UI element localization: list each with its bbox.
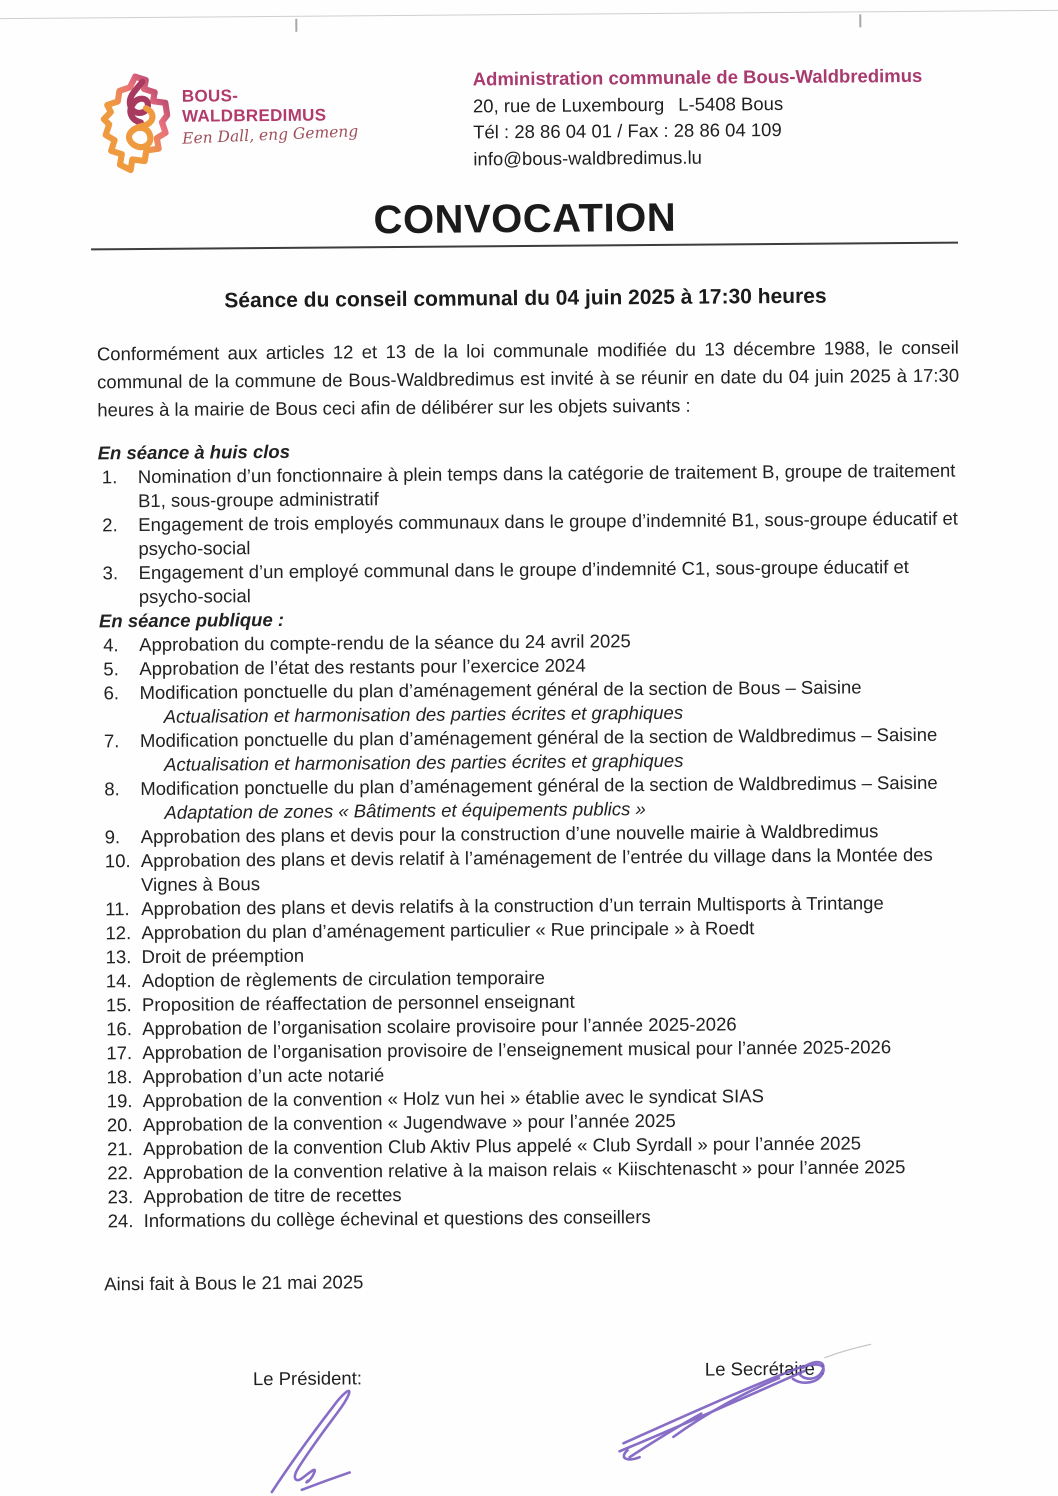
- section-heading: En séance publique :: [98, 608, 285, 632]
- item-number: 17.: [106, 1042, 133, 1064]
- secretary-signature: [613, 1327, 884, 1464]
- item-subtext: Actualisation et harmonisation des parties écrites et graphiques: [163, 701, 684, 727]
- item-number: 6.: [103, 682, 120, 704]
- secretary-label: Le Secrétaire :: [704, 1357, 826, 1380]
- agenda-section: [99, 602, 982, 1233]
- item-text: Adoption de règlements de circulation temporaire: [141, 966, 546, 992]
- item-number: 2.: [102, 514, 118, 536]
- item-number: 3.: [102, 562, 119, 584]
- item-subtext: Actualisation et harmonisation des parties écrites et graphiques: [164, 749, 684, 775]
- item-text: Approbation du compte-rendu de la séance du 24 avril 2025: [139, 630, 631, 656]
- item-text: Approbation de la convention relative à la maison relais « Kiischtenascht » pour l’année 2025: [143, 1156, 906, 1184]
- item-number: 10.: [104, 850, 131, 872]
- item-number: 23.: [107, 1186, 134, 1208]
- org-locality: L-5408 Bous: [678, 92, 784, 115]
- agenda-item: [99, 674, 977, 729]
- item-text: Approbation de la convention « Jugendwave » pour l’année 2025: [142, 1109, 676, 1136]
- agenda-item: [101, 842, 979, 897]
- item-text: Approbation d’un acte notarié: [142, 1064, 385, 1088]
- org-phone-fax: Tél : 28 86 04 01 / Fax : 28 86 04 109: [473, 118, 782, 143]
- agenda-items: [99, 626, 982, 1233]
- item-number: 8.: [104, 778, 120, 800]
- item-subtext: Adaptation de zones « Bâtiments et équipements publics »: [164, 798, 646, 823]
- scan-artifact-tick: [295, 19, 297, 32]
- item-text: Approbation de l’organisation provisoire de l’enseignement musical pour l’année 2025-2026: [142, 1036, 892, 1064]
- logo-name-line1: BOUS-: [181, 86, 239, 106]
- item-text: Engagement de trois employés communaux dans le groupe d’indemnité B1, sous-groupe éducatif et psycho-social: [138, 507, 958, 560]
- item-text: Modification ponctuelle du plan d’aménagement général de la section de Waldbredimus – Saisine: [139, 723, 938, 752]
- org-street: 20, rue de Luxembourg: [472, 93, 665, 116]
- item-number: 20.: [106, 1114, 133, 1136]
- item-text: Engagement d’un employé communal dans le groupe d’indemnité C1, sous-groupe éducatif et psycho-social: [138, 556, 909, 608]
- closing-line: Ainsi fait à Bous le 21 mai 2025: [104, 1271, 364, 1295]
- item-number: 11.: [105, 898, 130, 920]
- item-text: Approbation des plans et devis pour la construction d’une nouvelle mairie à Waldbredimus: [140, 820, 879, 848]
- item-text: Nomination d’un fonctionnaire à plein temps dans la catégorie de traitement B, groupe de traitement B1, sous-groupe administratif: [137, 459, 956, 512]
- org-email: info@bous-waldbredimus.lu: [473, 146, 703, 169]
- sender-address-block: [473, 63, 923, 173]
- item-text: Approbation de titre de recettes: [143, 1184, 402, 1208]
- item-text: Approbation de la convention « Holz vun hei » établie avec le syndicat SIAS: [142, 1085, 764, 1112]
- item-text: Approbation de l’état des restants pour l’exercice 2024: [139, 654, 586, 680]
- org-name: Administration communale de Bous-Waldbredimus: [472, 64, 923, 90]
- item-text: Approbation de l’organisation scolaire provisoire pour l’année 2025-2026: [142, 1013, 737, 1040]
- agenda-item: [98, 458, 976, 513]
- section-heading: En séance à huis clos: [97, 440, 291, 464]
- item-text: Modification ponctuelle du plan d’aménagement général de la section de Bous – Saisine: [139, 676, 862, 704]
- agenda-item: [99, 554, 977, 609]
- item-number: 5.: [103, 658, 119, 680]
- scan-artifact-tick: [859, 14, 861, 27]
- item-text: Droit de préemption: [141, 944, 305, 968]
- president-signature: [257, 1377, 408, 1496]
- agenda-item: [98, 506, 976, 561]
- president-label: Le Président:: [252, 1367, 363, 1390]
- agenda-item: [100, 722, 978, 777]
- item-text: Approbation des plans et devis relatifs à la construction d’un terrain Multisports à Trintange: [141, 892, 884, 920]
- item-text: Approbation du plan d’aménagement particulier « Rue principale » à Roedt: [141, 917, 755, 944]
- logo-name-line2: WALDBREDIMUS: [181, 105, 327, 126]
- logo-tagline: Een Dall, eng Gemeng: [181, 122, 359, 148]
- agenda-section: [98, 434, 977, 609]
- intro-paragraph: Conformément aux articles 12 et 13 de la loi communale modifiée du 13 décembre 1988, le conseil communal de la commune de Bous-Waldbredimus est invité à se réunir en date du 04 juin 2025 à 17:30 heures à la mairie de Bous ceci afin de délibérer sur les objets suivants :: [96, 336, 960, 421]
- agenda-item: [100, 770, 978, 825]
- document-title: CONVOCATION: [373, 195, 677, 243]
- item-number: 12.: [105, 922, 132, 944]
- logo-text-block: [182, 85, 359, 147]
- item-number: 24.: [107, 1210, 134, 1232]
- item-number: 7.: [103, 730, 120, 752]
- item-text: Approbation des plans et devis relatif à l’aménagement de l’entrée du village dans la Montée des Vignes à Bous: [140, 843, 933, 896]
- agenda: [98, 434, 982, 1233]
- item-number: 16.: [106, 1018, 132, 1040]
- item-number: 18.: [106, 1066, 133, 1088]
- item-text: Proposition de réaffectation de personnel enseignant: [141, 990, 575, 1016]
- logo-name: [182, 85, 358, 126]
- item-number: 14.: [105, 970, 132, 992]
- item-number: 1.: [101, 466, 118, 488]
- item-text: Approbation de la convention Club Aktiv Plus appelé « Club Syrdall » pour l’année 2025: [143, 1132, 862, 1160]
- municipality-logo-icon: [95, 71, 184, 180]
- item-number: 22.: [107, 1162, 134, 1184]
- item-text: Informations du collège échevinal et questions des conseillers: [143, 1206, 651, 1232]
- scan-artifact-line: [0, 10, 1058, 19]
- session-subtitle: Séance du conseil communal du 04 juin 2025 à 17:30 heures: [224, 284, 827, 313]
- item-number: 9.: [104, 826, 121, 848]
- item-number: 15.: [105, 994, 132, 1016]
- org-address: [473, 89, 923, 119]
- item-number: 13.: [105, 946, 132, 968]
- item-number: 4.: [103, 634, 119, 656]
- item-number: 21.: [107, 1138, 133, 1160]
- item-number: 19.: [106, 1090, 133, 1112]
- agenda-items: [98, 458, 977, 609]
- item-text: Modification ponctuelle du plan d’aménagement général de la section de Waldbredimus – Saisine: [140, 771, 938, 800]
